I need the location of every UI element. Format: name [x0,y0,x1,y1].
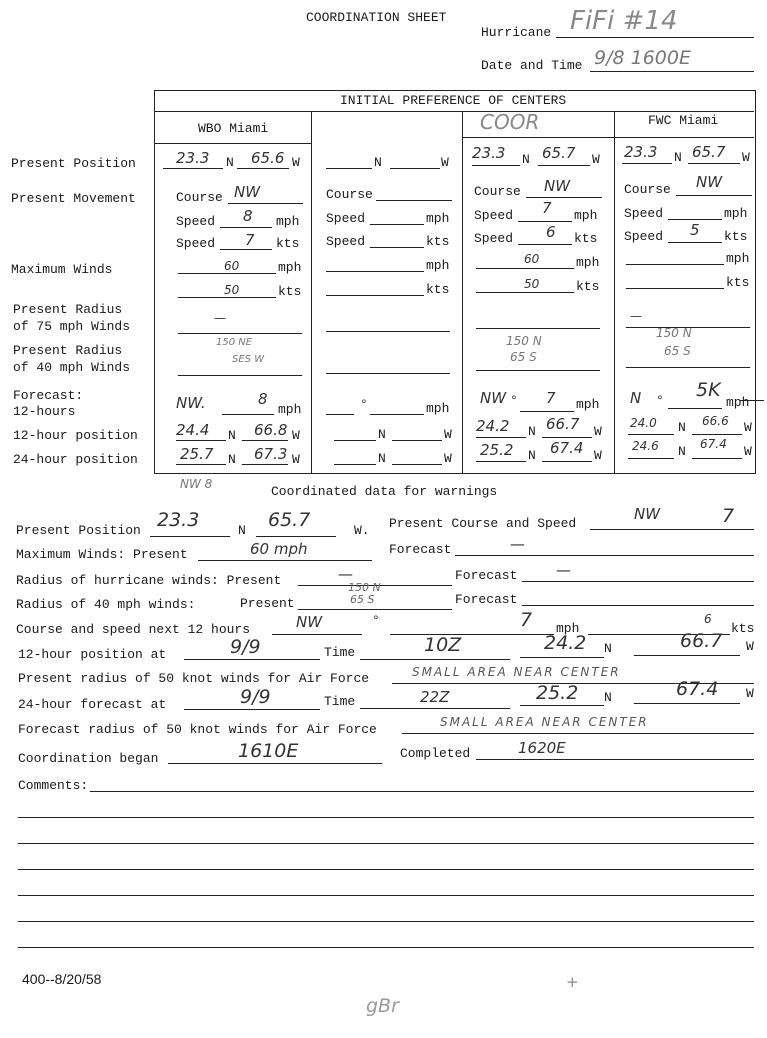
warn-radius50-forecast-label: Forecast radius of 50 knot winds for Air Force [18,722,377,737]
warn-radius-hurr-forecast: — [556,561,571,579]
wbo-pos24-lat: 25.7 [180,445,214,463]
blank-pos24-n: N [378,451,386,466]
warn-course-next12-mph: 7 [520,609,533,631]
blank-fc-mph-unit: mph [426,401,450,416]
comment-line [18,895,754,896]
warn-radius50-present-value: SMALL AREA NEAR CENTER [412,665,621,679]
fwc-speed-mph-label: Speed [624,206,664,221]
wbo-note: NW 8 [180,477,213,491]
wbo-winds-mph-unit: mph [278,260,302,275]
warn-pos12-date: 9/9 [230,636,261,658]
warn-pos24-w: W [746,686,754,701]
fwc-pos12-lon: 66.6 [702,414,729,428]
coor-speed-mph-label: Speed [474,208,514,223]
fwc-pos24-n: N [678,444,686,459]
row-radius75-1: Present Radius [13,302,123,317]
wbo-pos24-w: W [292,452,300,467]
warn-forecast-label-1: Forecast [389,542,452,557]
warn-pos24-time: 22Z [420,688,450,706]
warn-radius-hurr-label: Radius of hurricane winds: Present [16,573,282,588]
blank-pos24-w: W [444,451,452,466]
row-radius75-2: of 75 mph Winds [13,319,131,334]
fwc-mph-unit: mph [724,206,748,221]
datetime-value: 9/8 1600E [594,47,691,69]
blank-speed-kts-label: Speed [326,234,366,249]
coor-pos-lon: 65.7 [542,144,576,162]
blank-winds-kts-unit: kts [426,282,450,297]
row-present-movement: Present Movement [11,191,136,206]
fwc-pos-lon: 65.7 [692,143,726,161]
wbo-speed-mph-label: Speed [176,214,216,229]
fwc-pos24-w: W [744,444,752,459]
form-number: 400--8/20/58 [22,971,102,987]
row-radius40-1: Present Radius [13,343,123,358]
blank-kts-unit: kts [426,234,450,249]
initials: gBr [366,995,399,1017]
fwc-pos24-lon: 67.4 [700,437,727,451]
coor-pos-lat: 23.3 [472,144,506,162]
wbo-pos12-w: W [292,428,300,443]
wbo-pos-w: W [292,155,300,170]
fwc-degree: ° [656,393,664,408]
wbo-pos12-n: N [228,428,236,443]
hurricane-value: FiFi #14 [570,6,678,36]
fwc-pos-w: W [742,150,750,165]
col-header-wbo: WBO Miami [198,121,269,136]
wbo-pos-n: N [226,155,234,170]
coor-radius40-a: 150 N [506,334,542,348]
warn-speed-value: 7 [722,505,735,527]
warn-pos12-n: N [604,641,612,656]
coor-speed-kts-label: Speed [474,231,514,246]
warn-kts-label: kts [731,621,755,636]
wbo-course-label: Course [176,190,223,205]
wbo-pos12-lat: 24.4 [176,421,210,439]
fwc-pos12-w: W [744,420,752,435]
warn-present-label: Present [240,596,295,611]
fwc-fc-dir: N [630,389,642,407]
row-forecast-2: 12-hours [13,404,76,419]
fwc-winds-kts-unit: kts [726,275,750,290]
fwc-speed-kts-label: Speed [624,229,664,244]
centers-table [154,90,756,474]
wbo-speed-kts-label: Speed [176,236,216,251]
warn-coord-began-label: Coordination began [18,751,159,766]
coor-speed-mph: 7 [542,199,552,217]
wbo-pos24-n: N [228,452,236,467]
warn-forecast-label-3: Forecast [455,592,518,607]
comment-line [18,921,754,922]
warn-course-speed-label: Present Course and Speed [389,516,577,531]
blank-speed-mph-label: Speed [326,211,366,226]
comment-line [18,843,754,844]
sheet-title: COORDINATION SHEET [306,10,447,25]
table-title: INITIAL PREFERENCE OF CENTERS [340,93,567,108]
warnings-title: Coordinated data for warnings [271,484,498,499]
blank-mph-unit: mph [426,211,450,226]
coor-radius40-b: 65 S [510,350,537,364]
fwc-speed-kts: 5 [690,221,700,239]
fwc-pos-lat: 23.3 [624,143,658,161]
warn-course-next12-dir: NW [296,613,323,631]
warn-completed-value: 1620E [518,739,566,757]
warn-mph-label: mph [556,621,580,636]
warn-max-winds-forecast: — [510,535,525,553]
wbo-speed-mph: 8 [243,207,253,225]
blank-pos12-n: N [378,427,386,442]
coor-pos24-lon: 67.4 [550,439,584,457]
fwc-pos12-lat: 24.0 [630,416,657,430]
comment-line [90,791,754,792]
warn-comments-label: Comments: [18,778,89,793]
fwc-pos-n: N [674,150,682,165]
blank-degree: ° [360,397,368,412]
blank-pos12-w: W [444,427,452,442]
warn-degree: ° [372,613,380,628]
warn-pos12-w: W [746,639,754,654]
warn-pos-lon: 65.7 [268,509,311,531]
row-radius40-2: of 40 mph Winds [13,360,131,375]
coor-fc-mph-unit: mph [576,397,600,412]
row-24hr-position: 24-hour position [13,452,138,467]
wbo-winds-kts: 50 [224,283,240,297]
warn-radius40-present-b: 65 S [350,593,375,606]
fwc-radius40-a: 150 N [656,326,692,340]
coor-winds-mph: 60 [524,252,540,266]
wbo-fc-speed: 8 [258,390,268,408]
fwc-pos12-n: N [678,420,686,435]
coor-kts-unit: kts [574,231,598,246]
warn-pos12-lon: 66.7 [680,630,723,652]
col-header-fwc: FWC Miami [648,113,719,128]
warn-course-value: NW [634,505,661,523]
wbo-course: NW [234,183,261,201]
comment-line [18,869,754,870]
coor-degree: ° [510,393,518,408]
coor-pos24-lat: 25.2 [480,441,514,459]
fwc-pos24-lat: 24.6 [632,439,659,453]
wbo-pos-lon: 65.6 [251,149,285,167]
coor-fc-dir: NW [480,389,507,407]
wbo-fc-dir: NW. [176,394,206,412]
warn-pos24-n: N [604,690,612,705]
coor-pos24-w: W [594,448,602,463]
fwc-fc-mph-unit: mph [726,395,750,410]
coor-winds-kts-unit: kts [576,279,600,294]
coor-course-label: Course [474,184,521,199]
wbo-mph-unit: mph [276,214,300,229]
datetime-label: Date and Time [481,58,583,73]
warn-radius-hurr-present: — [338,565,353,583]
wbo-kts-unit: kts [276,236,300,251]
warn-pos24-date: 9/9 [240,686,271,708]
wbo-pos12-lon: 66.8 [254,421,288,439]
warn-radius50-present-label: Present radius of 50 knot winds for Air Force [18,671,370,686]
row-forecast-1: Forecast: [13,388,84,403]
wbo-radius75: — [214,311,226,325]
fwc-kts-unit: kts [724,229,748,244]
warn-time-label-2: Time [324,694,356,709]
blank-winds-mph-unit: mph [426,258,450,273]
warn-course-next12-label: Course and speed next 12 hours [16,622,251,637]
warn-course-next12-kts: 6 [704,612,712,626]
blank-pos-w: W [441,155,449,170]
fwc-fc-speed: 5K [696,379,721,401]
coor-pos12-w: W [594,424,602,439]
wbo-speed-kts: 7 [245,231,255,249]
warn-n-label: N [238,523,246,538]
warn-radius40-label: Radius of 40 mph winds: [16,597,196,612]
wbo-winds-kts-unit: kts [278,284,302,299]
wbo-radius40-a: 150 NE [216,337,253,348]
coor-pos-w: W [592,152,600,167]
blank-pos-n: N [374,155,382,170]
coor-speed-kts: 6 [546,223,556,241]
margin-mark: + [566,973,579,991]
coor-pos12-n: N [528,424,536,439]
hurricane-label: Hurricane [481,25,552,40]
wbo-pos24-lon: 67.3 [254,445,288,463]
fwc-radius40-b: 65 S [664,344,691,358]
wbo-pos-lat: 23.3 [176,149,210,167]
warn-max-winds-label: Maximum Winds: Present [16,547,188,562]
comment-line [18,947,754,948]
warn-pos24-lat: 25.2 [536,682,579,704]
coor-mph-unit: mph [574,208,598,223]
warn-pos24-label: 24-hour forecast at [18,697,167,712]
wbo-winds-mph: 60 [224,259,240,273]
wbo-fc-mph-unit: mph [278,402,302,417]
coor-pos-n: N [522,152,530,167]
warn-pos12-time: 10Z [424,634,462,656]
warn-w-label: W. [354,523,370,538]
warn-coord-began-value: 1610E [238,740,299,762]
coor-pos12-lat: 24.2 [476,417,510,435]
warn-forecast-label-2: Forecast [455,568,518,583]
coor-winds-kts: 50 [524,277,540,291]
warn-completed-label: Completed [400,746,471,761]
warn-present-position-label: Present Position [16,523,141,538]
warn-radius40-present-a: 150 N [348,581,381,594]
row-12hr-position: 12-hour position [13,428,138,443]
fwc-course-label: Course [624,182,671,197]
fwc-radius75: — [630,309,642,323]
warn-pos24-lon: 67.4 [676,678,719,700]
coor-pos12-lon: 66.7 [546,415,580,433]
fwc-winds-mph-unit: mph [726,251,750,266]
coor-winds-mph-unit: mph [576,255,600,270]
coor-course: NW [544,177,571,195]
col-header-coor: COOR [480,110,540,134]
row-present-position: Present Position [11,156,136,171]
comment-line [18,817,754,818]
warn-pos12-lat: 24.2 [544,632,587,654]
row-maximum-winds: Maximum Winds [11,262,113,277]
warn-time-label-1: Time [324,645,356,660]
fwc-course: NW [696,173,723,191]
blank-course-label: Course [326,187,373,202]
warn-max-winds-value: 60 mph [250,540,308,558]
coor-pos24-n: N [528,448,536,463]
warn-pos-lat: 23.3 [157,509,200,531]
wbo-radius40-b: SES W [232,354,265,365]
warn-pos12-label: 12-hour position at [18,647,167,662]
coor-fc-speed: 7 [546,389,556,407]
warn-radius50-forecast-value: SMALL AREA NEAR CENTER [440,715,649,729]
